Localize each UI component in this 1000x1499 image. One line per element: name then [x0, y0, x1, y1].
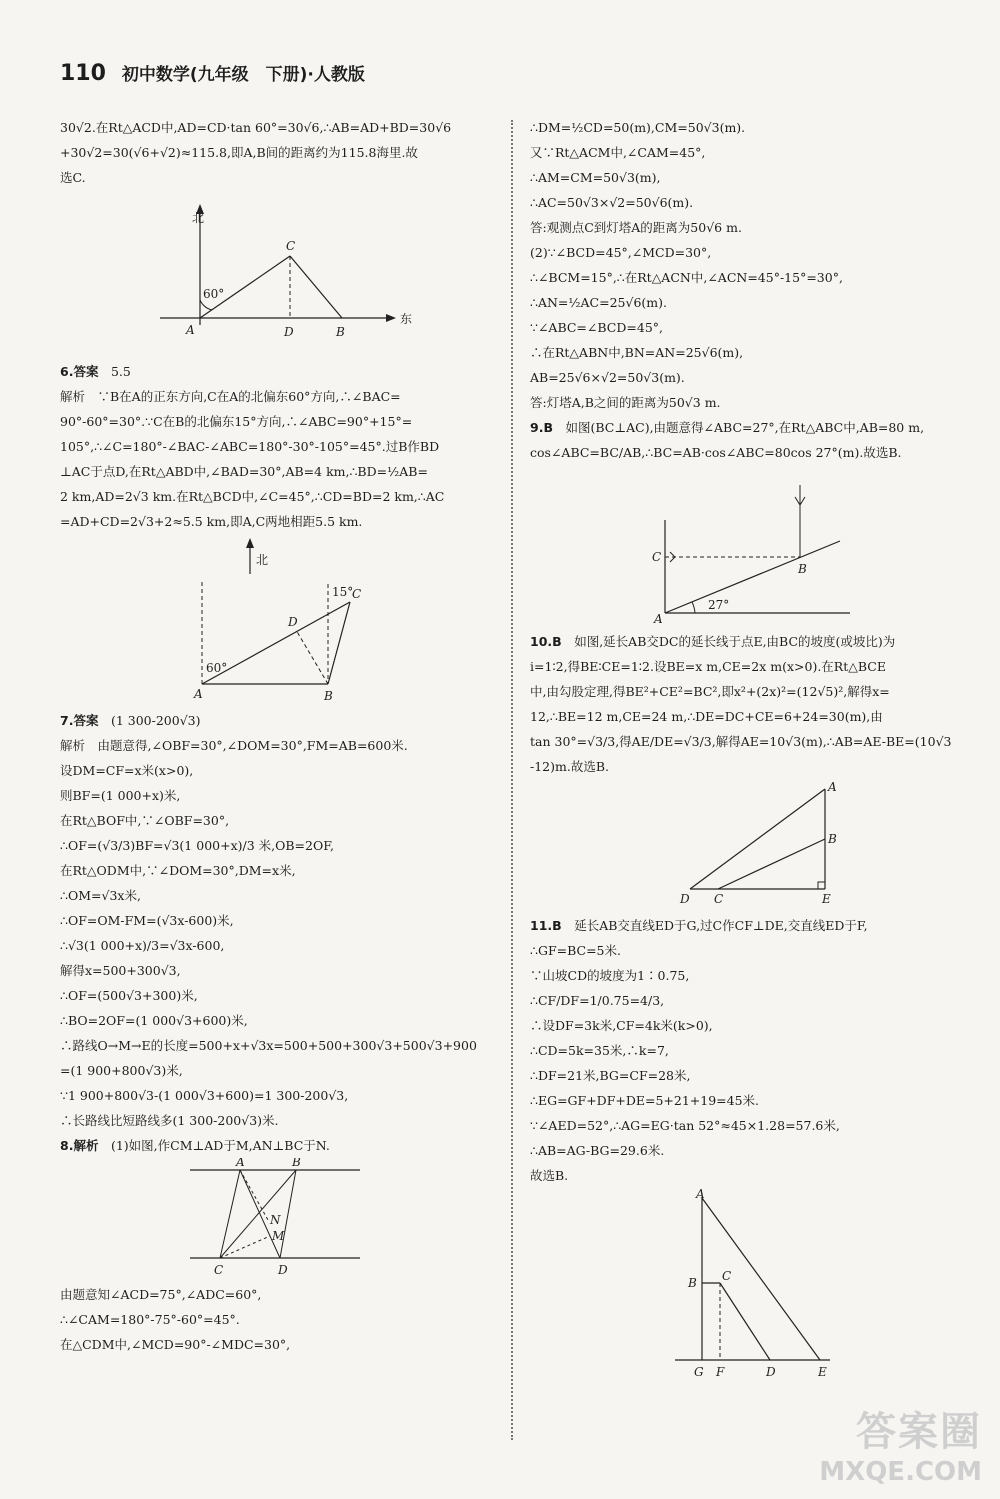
text-line: ∵1 900+800√3-(1 000√3+600)=1 300-200√3,: [60, 1088, 349, 1103]
text-line: ∴OF=OM-FM=(√3x-600)米,: [60, 913, 234, 928]
q8-intro-text: (1)如图,作CM⊥AD于M,AN⊥BC于N.: [110, 1138, 330, 1153]
point-c: C: [352, 587, 362, 601]
question-9: [530, 415, 975, 440]
text-line: ∴∠BCM=15°,∴在Rt△ACN中,∠ACN=45°-15°=30°,: [530, 270, 843, 285]
q11-line: 延长AB交直线ED于G,过C作CF⊥DE,交直线ED于F,: [574, 918, 868, 933]
watermark-logo-text: 答案圈: [856, 1409, 982, 1455]
text-line: AB=25√6×√2=50√3(m).: [530, 370, 685, 385]
point-c: C: [722, 1269, 732, 1283]
text-line: ∵山坡CD的坡度为1∶0.75,: [530, 968, 690, 983]
text-line: ∴长路线比短路线多(1 300-200√3)米.: [60, 1113, 279, 1128]
left-column: [60, 115, 500, 1357]
text-line: +30√2=30(√6+√2)≈115.8,即A,B间的距离约为115.8海里.故: [60, 145, 418, 160]
point-b: B: [688, 1276, 697, 1290]
point-c: C: [286, 239, 296, 253]
text-line: ∴CD=5k=35米,∴k=7,: [530, 1043, 669, 1058]
text-line: 在△CDM中,∠MCD=90°-∠MDC=30°,: [60, 1337, 291, 1352]
text-line: ∴AB=AG-BG=29.6米.: [530, 1143, 665, 1158]
point-a: A: [654, 612, 663, 625]
point-b: B: [324, 689, 333, 703]
text-line: 答:观测点C到灯塔A的距离为50√6 m.: [530, 220, 742, 235]
q10-label: 10.B: [530, 634, 562, 649]
text-line: ∴路线O→M→E的长度=500+x+√3x=500+500+300√3+500√3+900: [60, 1038, 477, 1053]
watermark: [819, 1400, 982, 1487]
point-d: D: [288, 615, 298, 629]
text-line: ∴DF=21米,BG=CF=28米,: [530, 1068, 691, 1083]
q9-label: 9.B: [530, 420, 553, 435]
q7-answer: (1 300-200√3): [110, 713, 201, 728]
question-11: [530, 913, 975, 938]
point-b: B: [798, 562, 807, 576]
question-7-answer: [60, 708, 500, 733]
text-line: 12,∴BE=12 m,CE=24 m,∴DE=DC+CE=6+24=30(m),由: [530, 709, 883, 724]
column-divider: [511, 120, 513, 1440]
text-line: 在Rt△ODM中,∵∠DOM=30°,DM=x米,: [60, 863, 296, 878]
text-line: ∴DM=½CD=50(m),CM=50√3(m).: [530, 120, 746, 135]
point-d: D: [766, 1365, 776, 1379]
label-east: 东: [400, 312, 413, 326]
point-d: D: [680, 892, 690, 906]
text-line: ∴设DF=3k米,CF=4k米(k>0),: [530, 1018, 713, 1033]
q8-label: 8.解析: [60, 1138, 99, 1153]
text-line: =AD+CD=2√3+2≈5.5 km,即A,C两地相距5.5 km.: [60, 514, 363, 529]
point-a: A: [236, 1158, 245, 1169]
point-a: A: [194, 687, 203, 701]
text-line: ∴BO=2OF=(1 000√3+600)米,: [60, 1013, 248, 1028]
question-10: [530, 629, 975, 654]
text-line: 30√2.在Rt△ACD中,AD=CD·tan 60°=30√6,∴AB=AD+BD=30√6: [60, 120, 452, 135]
text-line: ⊥AC于点D,在Rt△ABD中,∠BAD=30°,AB=4 km,∴BD=½AB=: [60, 464, 428, 479]
text-line: 90°-60°=30°.∵C在B的北偏东15°方向,∴∠ABC=90°+15°=: [60, 414, 413, 429]
point-c: C: [714, 892, 724, 906]
point-c: C: [214, 1263, 224, 1277]
q11-label: 11.B: [530, 918, 562, 933]
text-line: cos∠ABC=BC/AB,∴BC=AB·cos∠ABC=80cos 27°(m).故选B.: [530, 445, 902, 460]
figure-q6: [60, 534, 500, 704]
text-line: -12)m.故选B.: [530, 759, 609, 774]
text-line: ∴OM=√3x米,: [60, 888, 141, 903]
point-a: A: [828, 780, 837, 794]
point-e: E: [822, 892, 831, 906]
figure-q8: [60, 1158, 500, 1278]
text-line: 设DM=CF=x米(x>0),: [60, 763, 194, 778]
question-8-intro: [60, 1133, 500, 1158]
text-line: 则BF=(1 000+x)米,: [60, 788, 181, 803]
text-line: 2 km,AD=2√3 km.在Rt△BCD中,∠C=45°,∴CD=BD=2 km,∴AC: [60, 489, 445, 504]
point-d: D: [284, 325, 294, 339]
text-line: 中,由勾股定理,得BE²+CE²=BC²,即x²+(2x)²=(12√5)²,解得x=: [530, 684, 890, 699]
page-header: [60, 60, 365, 86]
point-g: G: [694, 1365, 704, 1379]
label-angle: 27°: [708, 598, 730, 612]
q9-line: 如图(BC⊥AC),由题意得∠ABC=27°,在Rt△ABC中,AB=80 m,: [565, 420, 925, 435]
figure-q5: [60, 190, 500, 355]
q6-label: 6.答案: [60, 364, 99, 379]
text-line: ∵∠AED=52°,∴AG=EG·tan 52°≈45×1.28=57.6米,: [530, 1118, 840, 1133]
text-line: 由题意知∠ACD=75°,∠ADC=60°,: [60, 1287, 262, 1302]
text-line: =(1 900+800√3)米,: [60, 1063, 183, 1078]
question-6-answer: [60, 359, 500, 384]
text-line: 解得x=500+300√3,: [60, 963, 181, 978]
page-number: 110: [60, 61, 106, 86]
text-line: 105°,∴∠C=180°-∠BAC-∠ABC=180°-30°-105°=45°.过B作BD: [60, 439, 440, 454]
label-north: 北: [192, 211, 205, 225]
text-line: 答:灯塔A,B之间的距离为50√3 m.: [530, 395, 721, 410]
label-angle: 60°: [203, 287, 225, 301]
point-a: A: [186, 323, 195, 337]
q7-label: 7.答案: [60, 713, 99, 728]
label-angle-60: 60°: [206, 661, 228, 675]
point-n: N: [270, 1213, 281, 1227]
figure-q9: [530, 465, 975, 625]
point-a: A: [696, 1188, 705, 1201]
point-d: D: [278, 1263, 288, 1277]
point-b: B: [292, 1158, 301, 1169]
right-column: [530, 115, 975, 1387]
q10-line: 如图,延长AB交DC的延长线于点E,由BC的坡度(或坡比)为: [574, 634, 896, 649]
text-line: 解析 由题意得,∠OBF=30°,∠DOM=30°,FM=AB=600米.: [60, 738, 408, 753]
point-e: E: [818, 1365, 827, 1379]
text-line: ∴OF=(500√3+300)米,: [60, 988, 198, 1003]
text-line: ∴CF/DF=1/0.75=4/3,: [530, 993, 665, 1008]
label-angle-15: 15°: [332, 585, 354, 599]
text-line: tan 30°=√3/3,得AE/DE=√3/3,解得AE=10√3(m),∴AB=AE-BE=(10√3: [530, 734, 952, 749]
text-line: 在Rt△BOF中,∵∠OBF=30°,: [60, 813, 230, 828]
figure-q11: [530, 1188, 975, 1383]
text-line: ∴∠CAM=180°-75°-60°=45°.: [60, 1312, 240, 1327]
q6-answer: 5.5: [110, 364, 131, 379]
text-line: ∴EG=GF+DF+DE=5+21+19=45米.: [530, 1093, 760, 1108]
text-line: ∵∠ABC=∠BCD=45°,: [530, 320, 663, 335]
text-line: ∴AC=50√3×√2=50√6(m).: [530, 195, 694, 210]
watermark-url: MXQE.COM: [819, 1457, 982, 1487]
book-title: 初中数学(九年级 下册)·人教版: [121, 65, 365, 85]
text-line: (2)∵∠BCD=45°,∠MCD=30°,: [530, 245, 712, 260]
text-line: 故选B.: [530, 1168, 569, 1183]
text-line: ∴√3(1 000+x)/3=√3x-600,: [60, 938, 225, 953]
text-line: ∴OF=(√3/3)BF=√3(1 000+x)/3 米,OB=2OF,: [60, 838, 334, 853]
point-b: B: [336, 325, 345, 339]
text-line: ∴在Rt△ABN中,BN=AN=25√6(m),: [530, 345, 744, 360]
text-line: i=1∶2,得BE∶CE=1∶2.设BE=x m,CE=2x m(x>0).在Rt△BCE: [530, 659, 886, 674]
point-f: F: [716, 1365, 725, 1379]
point-m: M: [272, 1229, 285, 1243]
text-line: ∴AN=½AC=25√6(m).: [530, 295, 667, 310]
label-north: 北: [256, 553, 269, 567]
text-line: ∴GF=BC=5米.: [530, 943, 621, 958]
text-line: 解析 ∵B在A的正东方向,C在A的北偏东60°方向,∴∠BAC=: [60, 389, 401, 404]
figure-q10: [530, 779, 975, 909]
text-line: 选C.: [60, 170, 86, 185]
point-c: C: [652, 550, 662, 564]
text-line: ∴AM=CM=50√3(m),: [530, 170, 661, 185]
text-line: 又∵Rt△ACM中,∠CAM=45°,: [530, 145, 706, 160]
point-b: B: [828, 832, 837, 846]
